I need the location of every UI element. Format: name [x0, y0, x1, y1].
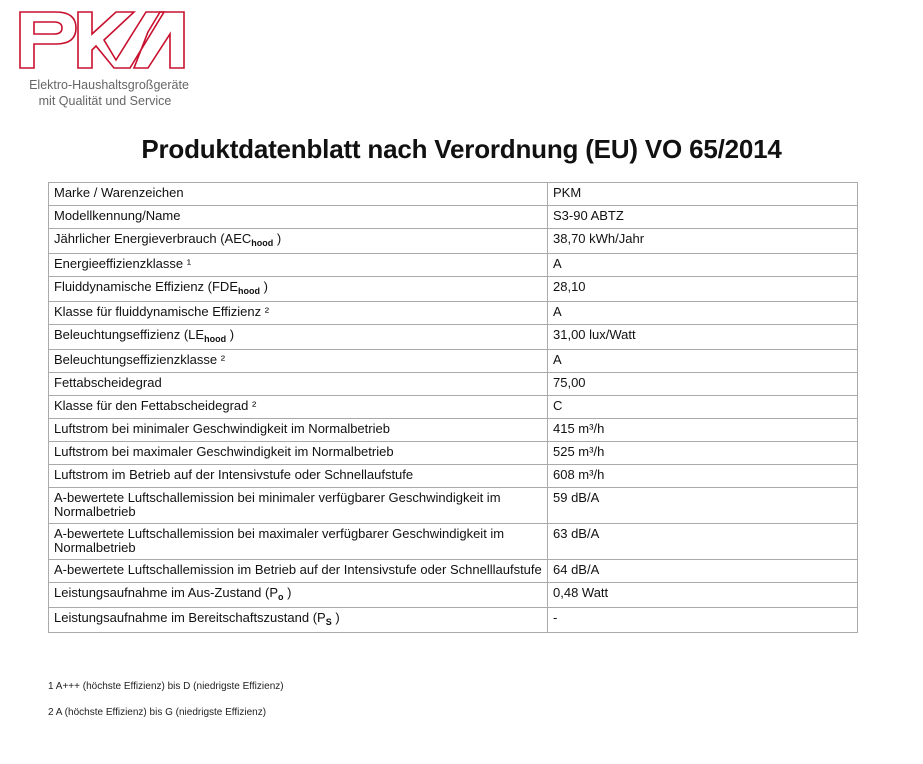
label-suffix: ) — [331, 610, 340, 625]
row-value: 59 dB/A — [548, 488, 858, 524]
label-text: Leistungsaufnahme im Aus-Zustand (P — [54, 585, 279, 600]
table-row — [49, 302, 858, 325]
row-value: 525 m³/h — [548, 442, 858, 465]
label-text: Marke / Warenzeichen — [54, 185, 184, 200]
label-subscript: hood — [251, 238, 274, 248]
label-text: A-bewertete Luftschallemission bei maximaler verfügbarer Geschwindigkeit im Normalbetrieb — [54, 526, 505, 555]
page-title: Produktdatenblatt nach Verordnung (EU) VO 65/2014 — [141, 134, 782, 164]
logo-tagline-2: mit Qualität und Service — [38, 94, 172, 108]
row-label — [49, 396, 548, 419]
label-text: Fluiddynamische Effizienz (FDE — [54, 279, 238, 294]
label-suffix: ) — [283, 585, 292, 600]
footnote-1: 1 A+++ (höchste Effizienz) bis D (niedrigste Effizienz) — [48, 681, 284, 692]
row-value: 608 m³/h — [548, 465, 858, 488]
label-text: Leistungsaufnahme im Bereitschaftszustand (P — [54, 610, 326, 625]
label-subscript: S — [325, 617, 332, 627]
row-label — [49, 254, 548, 277]
label-text: Fettabscheidegrad — [54, 375, 162, 390]
row-label — [49, 302, 548, 325]
table-row — [49, 583, 858, 608]
row-label — [49, 277, 548, 302]
table-row — [49, 277, 858, 302]
pkm-logo-mark — [18, 10, 188, 72]
label-text: Luftstrom bei minimaler Geschwindigkeit im Normalbetrieb — [54, 421, 390, 436]
row-value: A — [548, 254, 858, 277]
table-row — [49, 229, 858, 254]
label-suffix: ) — [226, 327, 235, 342]
row-label — [49, 350, 548, 373]
row-value: - — [548, 608, 858, 633]
product-data-table — [48, 182, 858, 633]
row-label — [49, 465, 548, 488]
row-value: 63 dB/A — [548, 524, 858, 560]
pkm-logo — [18, 10, 189, 108]
row-label — [49, 373, 548, 396]
label-text: Luftstrom im Betrieb auf der Intensivstufe oder Schnellaufstufe — [54, 467, 414, 482]
table-row — [49, 442, 858, 465]
label-text: Energieeffizienzklasse ¹ — [54, 256, 192, 271]
label-text: A-bewertete Luftschallemission bei minimaler verfügbarer Geschwindigkeit im Normalbetrieb — [54, 490, 501, 519]
table-row — [49, 373, 858, 396]
row-value: 415 m³/h — [548, 419, 858, 442]
row-value: S3-90 ABTZ — [548, 206, 858, 229]
row-value: 75,00 — [548, 373, 858, 396]
table-row — [49, 560, 858, 583]
label-subscript: o — [278, 592, 284, 602]
table-row — [49, 350, 858, 373]
table-row — [49, 419, 858, 442]
label-suffix: ) — [260, 279, 268, 294]
table-row — [49, 254, 858, 277]
row-value: C — [548, 396, 858, 419]
label-text: Beleuchtungseffizienzklasse ² — [54, 352, 226, 367]
table-row — [49, 183, 858, 206]
label-text: Beleuchtungseffizienz (LE — [54, 327, 205, 342]
row-label — [49, 524, 548, 560]
row-label — [49, 442, 548, 465]
table-row — [49, 524, 858, 560]
label-suffix: ) — [273, 231, 282, 246]
label-text: A-bewertete Luftschallemission im Betrieb auf der Intensivstufe oder Schnelllaufstufe — [54, 562, 542, 577]
footnote-2: 2 A (höchste Effizienz) bis G (niedrigste Effizienz) — [48, 707, 267, 718]
row-value: A — [548, 350, 858, 373]
row-label — [49, 608, 548, 633]
label-text: Klasse für fluiddynamische Effizienz ² — [54, 304, 270, 319]
row-value: PKM — [548, 183, 858, 206]
label-subscript: hood — [204, 334, 227, 344]
row-value: 38,70 kWh/Jahr — [548, 229, 858, 254]
row-label — [49, 560, 548, 583]
row-value: A — [548, 302, 858, 325]
label-text: Luftstrom bei maximaler Geschwindigkeit im Normalbetrieb — [54, 444, 394, 459]
label-text: Jährlicher Energieverbrauch (AEC — [54, 231, 252, 246]
row-label — [49, 229, 548, 254]
row-label — [49, 419, 548, 442]
row-value: 31,00 lux/Watt — [548, 325, 858, 350]
row-value: 0,48 Watt — [548, 583, 858, 608]
row-label — [49, 488, 548, 524]
row-label — [49, 206, 548, 229]
label-subscript: hood — [238, 286, 260, 296]
table-row — [49, 488, 858, 524]
row-label — [49, 325, 548, 350]
logo-tagline-1: Elektro-Haushaltsgroßgeräte — [29, 78, 189, 92]
table-row — [49, 206, 858, 229]
table-row — [49, 465, 858, 488]
label-text: Klasse für den Fettabscheidegrad ² — [54, 398, 257, 413]
table-row — [49, 608, 858, 633]
row-label — [49, 583, 548, 608]
row-label — [49, 183, 548, 206]
row-value: 28,10 — [548, 277, 858, 302]
table-row — [49, 396, 858, 419]
table-row — [49, 325, 858, 350]
label-text: Modellkennung/Name — [54, 208, 181, 223]
row-value: 64 dB/A — [548, 560, 858, 583]
